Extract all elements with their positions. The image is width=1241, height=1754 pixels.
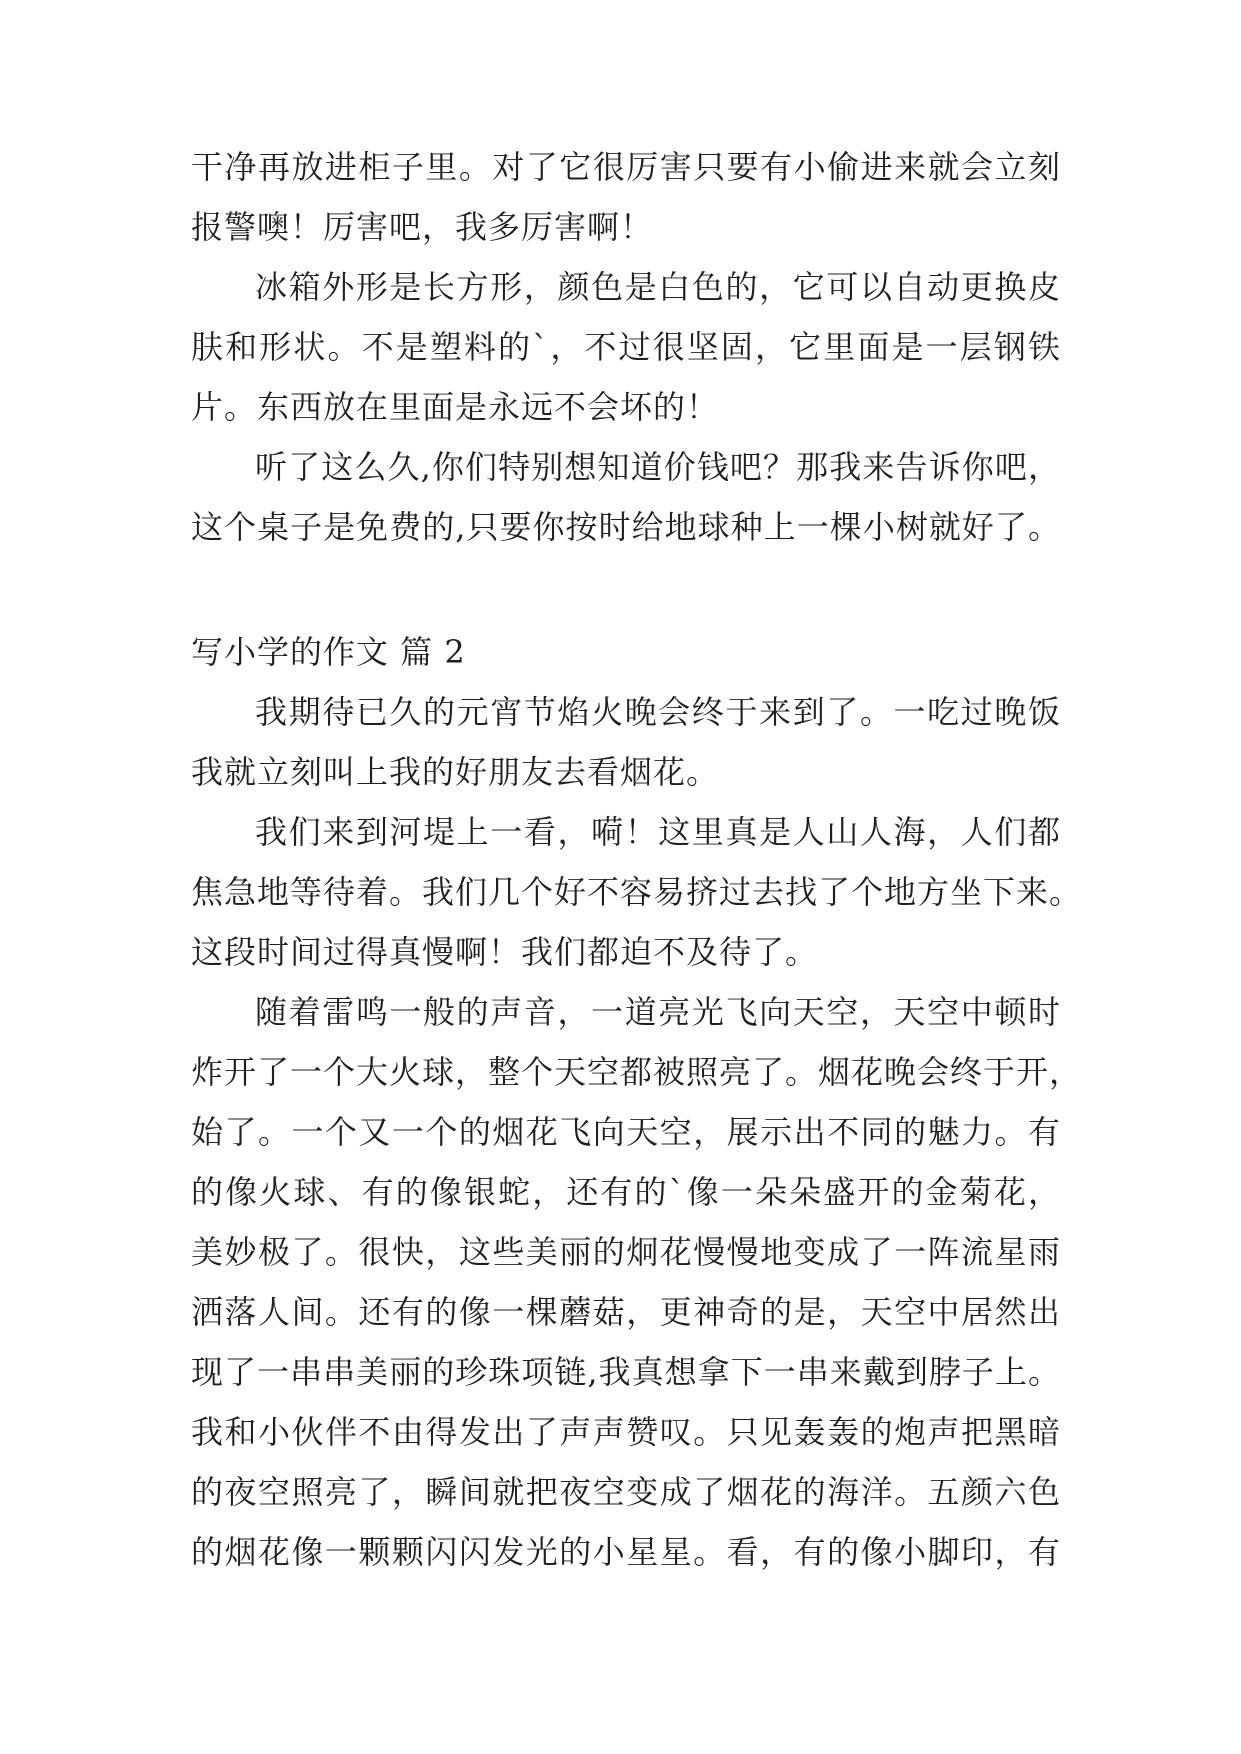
paragraph-line: 报警噢！厉害吧，我多厉害啊！ xyxy=(191,208,654,246)
paragraph-line: 听了这么久,你们特别想知道价钱吧？那我来告诉你吧， xyxy=(255,448,1061,486)
paragraph-line: 美妙极了。很快，这些美丽的炯花慢慢地变成了一阵流星雨 xyxy=(191,1233,1061,1271)
paragraph-line: 随着雷鸣一般的声音，一道亮光飞向天空，天空中顿时 xyxy=(255,993,1061,1031)
paragraph-line: 肤和形状。不是塑料的`，不过很坚固，它里面是一层钢铁 xyxy=(191,328,1061,366)
paragraph-line: 我们来到河堤上一看，嗬！这里真是人山人海，人们都 xyxy=(255,813,1061,851)
paragraph-line: 的烟花像一颗颗闪闪发光的小星星。看，有的像小脚印，有 xyxy=(191,1533,1061,1571)
paragraph-line: 冰箱外形是长方形，颜色是白色的，它可以自动更换皮 xyxy=(255,268,1061,306)
paragraph-line: 焦急地等待着。我们几个好不容易挤过去找了个地方坐下来。 xyxy=(191,873,1083,911)
paragraph-line: 始了。一个又一个的烟花飞向天空，展示出不同的魅力。有 xyxy=(191,1113,1061,1151)
paragraph-line: 片。东西放在里面是永远不会坏的！ xyxy=(191,388,720,426)
paragraph-line: 我就立刻叫上我的好朋友去看烟花。 xyxy=(191,753,720,791)
section-heading: 写小学的作文 篇 2 xyxy=(191,633,466,671)
paragraph-line: 这段时间过得真慢啊！我们都迫不及待了。 xyxy=(191,933,819,971)
paragraph-line: 这个桌子是免费的,只要你按时给地球种上一棵小树就好了。 xyxy=(191,508,1061,546)
paragraph-line: 现了一串串美丽的珍珠项链,我真想拿下一串来戴到脖子上。 xyxy=(191,1353,1061,1391)
paragraph-line: 我期待已久的元宵节焰火晚会终于来到了。一吃过晚饭 xyxy=(255,693,1061,731)
paragraph-line: 我和小伙伴不由得发出了声声赞叹。只见轰轰的炮声把黑暗 xyxy=(191,1413,1061,1451)
paragraph-line: 洒落人间。还有的像一棵蘑菇，更神奇的是，天空中居然出 xyxy=(191,1293,1061,1331)
paragraph-line: 干净再放进柜子里。对了它很厉害只要有小偷进来就会立刻 xyxy=(191,148,1061,186)
paragraph-line: 的夜空照亮了，瞬间就把夜空变成了烟花的海洋。五颜六色 xyxy=(191,1473,1061,1511)
paragraph-line: 炸开了一个大火球，整个天空都被照亮了。烟花晚会终于开， xyxy=(191,1053,1083,1091)
paragraph-line: 的像火球、有的像银蛇，还有的`像一朵朵盛开的金菊花， xyxy=(191,1173,1061,1211)
